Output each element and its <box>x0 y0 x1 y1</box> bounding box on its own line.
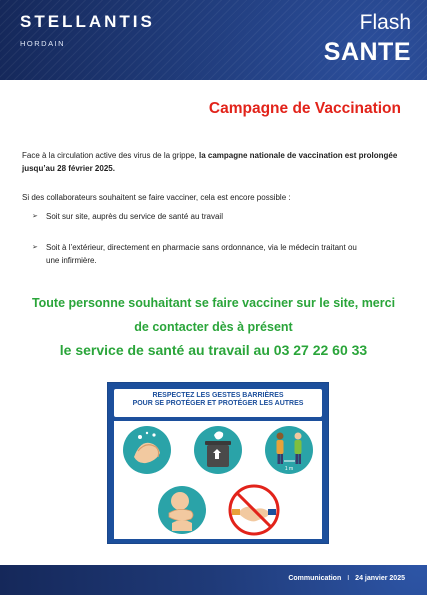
callout-line-1: Toute personne souhaitant se faire vacciner sur le site, merci <box>31 296 396 310</box>
poster-header <box>114 389 322 417</box>
list-item <box>32 211 372 224</box>
intro-paragraph-2: Si des collaborateurs souhaitent se faire vacciner, cela est encore possible : <box>22 193 291 202</box>
footer-department: Communication <box>288 575 342 582</box>
poster-subtitle: POUR SE PROTÉGER ET PROTÉGER LES AUTRES <box>132 400 304 407</box>
list-item-text: Soit à l’extérieur, directement en pharmacie sans ordonnance, via le médecin traitant ou une infirmière. <box>46 243 357 265</box>
flash-label: Flash <box>359 11 411 34</box>
footer-separator: I <box>347 575 350 582</box>
callout-phone: le service de santé au travail au 03 27 22 60 33 <box>59 342 368 358</box>
callout-line-2: de contacter dès à présent <box>134 320 293 334</box>
intro-bold-text: la campagne nationale de vaccination est prolongée jusqu’au 28 février 2025. <box>22 151 398 173</box>
header-banner <box>0 0 427 80</box>
footer-info <box>288 575 405 582</box>
cough-elbow-icon <box>158 486 206 534</box>
site-name: HORDAIN <box>20 39 66 48</box>
intro-text: Face à la circulation active des virus de la grippe, <box>22 151 199 160</box>
distance-label: 1 m <box>284 466 294 472</box>
bin-tissue-icon <box>194 426 242 474</box>
intro-paragraph <box>22 150 412 175</box>
no-handshake-icon <box>230 486 278 534</box>
footer-banner <box>0 565 427 595</box>
wash-hands-icon <box>123 426 171 474</box>
footer-date: 24 janvier 2025 <box>355 575 405 582</box>
brand-logo: STELLANTIS <box>20 12 155 31</box>
poster-icons-panel <box>114 421 322 539</box>
arrow-bullet-icon: ➢ <box>32 213 38 220</box>
poster-title: RESPECTEZ LES GESTES BARRIÈRES <box>152 392 284 399</box>
page-title: Campagne de Vaccination <box>208 100 401 117</box>
list-item-text: Soit sur site, auprès du service de santé au travail <box>46 212 223 221</box>
sante-label: SANTE <box>323 38 411 66</box>
arrow-bullet-icon: ➢ <box>32 244 38 251</box>
barrier-gestures-poster <box>107 382 329 544</box>
list-item <box>32 242 372 267</box>
